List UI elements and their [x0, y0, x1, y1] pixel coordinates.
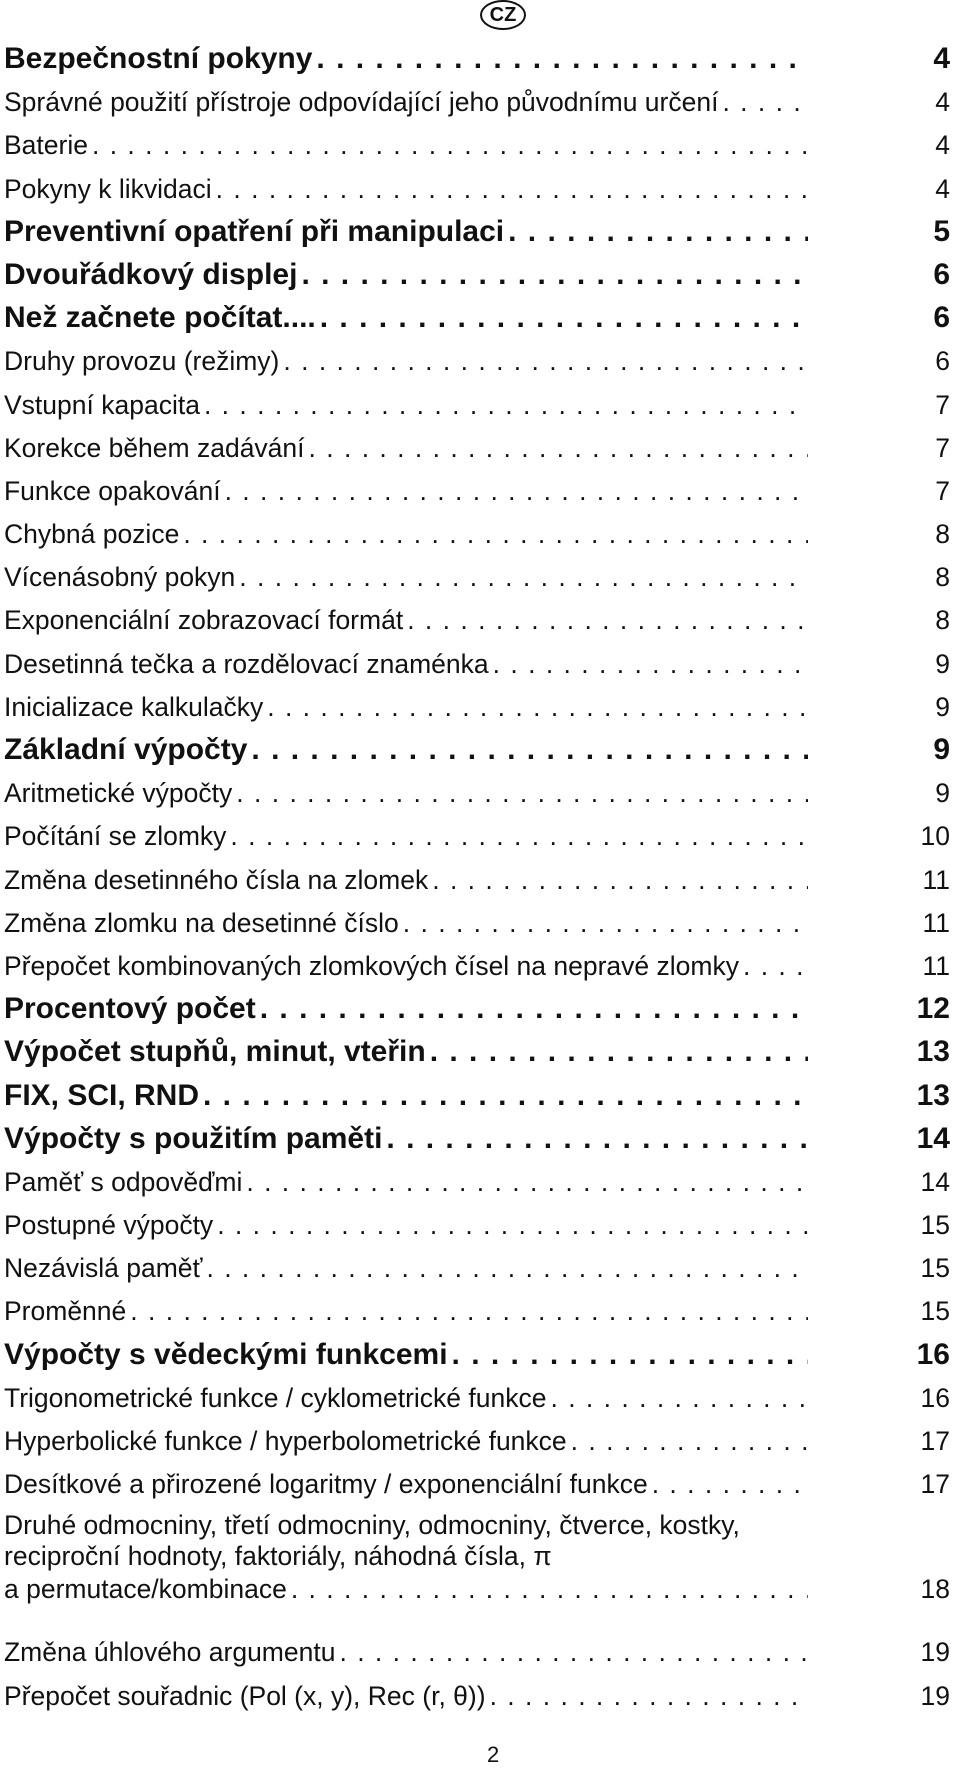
- toc-entry-label: Počítání se zlomky: [4, 821, 227, 852]
- toc-entry-page: 10: [920, 821, 950, 852]
- toc-entry-page: 14: [920, 1166, 950, 1197]
- dot-leader: [179, 517, 808, 551]
- toc-entry-page: 9: [933, 733, 950, 766]
- toc-entry-page: 17: [920, 1469, 950, 1500]
- toc-entry-page: 4: [935, 130, 950, 161]
- dot-leader: [335, 1635, 808, 1669]
- toc-entry-label: Funkce opakování: [4, 475, 221, 506]
- toc-entry-label: Aritmetické výpočty: [4, 778, 233, 809]
- toc-entry-label: Změna úhlového argumentu: [4, 1637, 336, 1668]
- toc-entry-page: 4: [935, 87, 950, 118]
- toc-entry-page: 9: [935, 691, 950, 722]
- dot-leader: [426, 1035, 808, 1069]
- toc-entry[interactable]: [4, 172, 950, 215]
- dot-leader: [88, 128, 808, 162]
- dot-leader: [546, 1381, 808, 1415]
- toc-entry-page: 4: [935, 173, 950, 204]
- toc-entry[interactable]: [4, 560, 950, 603]
- toc-entry[interactable]: [4, 690, 950, 733]
- toc-entry-page: 16: [916, 1337, 950, 1371]
- toc-entry[interactable]: [4, 1338, 950, 1381]
- dot-leader: [399, 906, 808, 940]
- toc-entry[interactable]: [4, 1035, 950, 1078]
- dot-leader: [199, 1079, 808, 1113]
- dot-leader: [648, 1467, 808, 1501]
- dot-leader: [403, 603, 808, 637]
- language-badge: CZ: [480, 0, 526, 30]
- toc-entry[interactable]: [4, 128, 950, 171]
- dot-leader: [486, 1679, 808, 1713]
- toc-entry-label: Proměnné: [4, 1296, 127, 1327]
- toc-entry-label: Výpočet stupňů, minut, vteřin: [4, 1035, 426, 1069]
- toc-entry-page: 11: [922, 864, 950, 895]
- toc-entry-page: 15: [920, 1253, 950, 1284]
- dot-leader: [226, 819, 808, 853]
- toc-entry-page: 7: [935, 389, 950, 420]
- toc-entry-label: Procentový počet: [4, 992, 256, 1026]
- toc-entry-label: Nezávislá paměť: [4, 1253, 203, 1284]
- toc-entry-page: 6: [933, 257, 950, 291]
- toc-entry-page: 11: [922, 907, 950, 938]
- toc-entry[interactable]: [4, 1679, 950, 1722]
- dot-leader: [263, 690, 808, 724]
- toc-entry-label: Postupné výpočty: [4, 1210, 214, 1241]
- toc-entry-page: 5: [933, 214, 950, 248]
- dot-leader: [247, 733, 808, 767]
- toc-entry-label: Vstupní kapacita: [4, 389, 200, 420]
- dot-leader: [428, 863, 808, 897]
- dot-leader: [242, 1165, 808, 1199]
- toc-entry[interactable]: [4, 906, 950, 949]
- toc-entry-page: 18: [920, 1574, 950, 1605]
- toc-entry[interactable]: [4, 1424, 950, 1467]
- toc-entry-label: Správné použití přístroje odpovídající jeho původnímu určení: [4, 87, 719, 118]
- dot-leader: [221, 474, 808, 508]
- toc-entry-page: 7: [935, 432, 950, 463]
- dot-leader: [489, 647, 808, 681]
- toc-entry[interactable]: [4, 85, 950, 128]
- dot-leader: [287, 1572, 808, 1606]
- dot-leader: [232, 776, 808, 810]
- dot-leader: [202, 1251, 808, 1285]
- toc-entry-page: 16: [920, 1382, 950, 1413]
- toc-entry-label: Trigonometrické funkce / cyklometrické funkce: [4, 1382, 547, 1413]
- toc-entry[interactable]: [4, 1122, 950, 1165]
- toc-entry[interactable]: [4, 1165, 950, 1208]
- toc-entry-label: Změna zlomku na desetinné číslo: [4, 907, 399, 938]
- toc-entry[interactable]: [4, 863, 950, 906]
- toc-entry-label: Než začnete počítat....: [4, 301, 316, 335]
- toc-entry-page: 7: [935, 475, 950, 506]
- toc-entry-label: Přepočet souřadnic (Pol (x, y), Rec (r, θ)): [4, 1680, 486, 1711]
- toc-entry-label: Výpočty s použitím paměti: [4, 1121, 383, 1155]
- toc-entry-label: Korekce během zadávání: [4, 432, 305, 463]
- toc-entry-label: Chybná pozice: [4, 519, 180, 550]
- toc-entry-page: 11: [922, 950, 950, 981]
- toc-entry-page: 17: [920, 1426, 950, 1456]
- toc-entry[interactable]: [4, 431, 950, 474]
- toc-entry-page: 8: [935, 562, 950, 593]
- toc-entry[interactable]: [4, 1208, 950, 1251]
- dot-leader: [235, 560, 808, 594]
- toc-entry[interactable]: [4, 517, 950, 560]
- toc-entry[interactable]: [4, 647, 950, 690]
- toc-entry[interactable]: [4, 1467, 950, 1510]
- toc-entry-label: FIX, SCI, RND: [4, 1078, 200, 1112]
- toc-entry[interactable]: [4, 949, 950, 992]
- toc-entry-page: 4: [933, 42, 950, 75]
- toc-entry[interactable]: [4, 1294, 950, 1337]
- toc-entry-label: Pokyny k likvidaci: [4, 173, 212, 204]
- toc-entry-page: 6: [933, 301, 950, 335]
- toc-entry[interactable]: [4, 301, 950, 344]
- dot-leader: [297, 258, 808, 292]
- toc-entry-label: Bezpečnostní pokyny: [4, 42, 313, 75]
- toc-entry-label: Vícenásobný pokyn: [4, 562, 236, 593]
- toc-entry-page: 13: [916, 1078, 950, 1112]
- toc-entry-label: Preventivní opatření při manipulaci: [4, 214, 505, 248]
- dot-leader: [316, 301, 808, 335]
- toc-entry-label: Desítkové a přirozené logaritmy / exponenciální funkce: [4, 1469, 648, 1500]
- dot-leader: [256, 992, 808, 1026]
- toc-entry[interactable]: [4, 992, 950, 1035]
- dot-leader: [279, 344, 808, 378]
- table-of-contents: [4, 42, 950, 1722]
- toc-entry-page: 8: [935, 605, 950, 636]
- toc-entry-label: Desetinná tečka a rozdělovací znaménka: [4, 648, 489, 679]
- toc-entry-label-line: reciproční hodnoty, faktoriály, náhodná čísla, π: [4, 1541, 552, 1572]
- toc-entry-page: 14: [916, 1121, 950, 1155]
- toc-entry-label: Baterie: [4, 130, 88, 161]
- toc-entry[interactable]: [4, 1381, 950, 1424]
- toc-entry-page: 15: [920, 1210, 950, 1241]
- toc-entry-page: 19: [920, 1637, 950, 1668]
- toc-entry-page: 19: [920, 1680, 950, 1711]
- toc-entry[interactable]: [4, 388, 950, 431]
- toc-entry[interactable]: [4, 344, 950, 387]
- dot-leader: [567, 1424, 808, 1458]
- dot-leader: [212, 172, 808, 206]
- toc-entry[interactable]: [4, 258, 950, 301]
- dot-leader: [305, 431, 808, 465]
- dot-leader: [739, 949, 808, 983]
- dot-leader: [126, 1294, 808, 1328]
- dot-leader: [312, 42, 808, 76]
- toc-entry-label: Druhy provozu (režimy): [4, 346, 280, 377]
- dot-leader: [718, 85, 808, 119]
- page-number: 2: [487, 1742, 500, 1767]
- toc-entry-page: 13: [916, 1035, 950, 1069]
- toc-entry[interactable]: [4, 1510, 950, 1635]
- toc-entry-label: a permutace/kombinace: [4, 1574, 287, 1605]
- toc-entry[interactable]: [4, 1635, 950, 1678]
- toc-entry-label: Změna desetinného čísla na zlomek: [4, 864, 429, 895]
- toc-entry[interactable]: [4, 215, 950, 258]
- toc-entry-label: Dvouřádkový displej: [4, 257, 298, 291]
- toc-entry[interactable]: [4, 603, 950, 646]
- dot-leader: [448, 1338, 808, 1372]
- toc-entry[interactable]: [4, 1251, 950, 1294]
- toc-entry-page: 8: [935, 519, 950, 550]
- toc-entry-page: 6: [935, 346, 950, 377]
- toc-entry[interactable]: [4, 819, 950, 862]
- dot-leader: [200, 388, 808, 422]
- toc-entry[interactable]: [4, 42, 950, 85]
- dot-leader: [382, 1122, 808, 1156]
- toc-entry-label: Inicializace kalkulačky: [4, 691, 264, 722]
- toc-entry-label: Základní výpočty: [4, 733, 248, 766]
- toc-entry-page: 9: [935, 648, 950, 679]
- toc-entry-label: Exponenciální zobrazovací formát: [4, 605, 404, 636]
- toc-entry-label: Paměť s odpověďmi: [4, 1166, 243, 1197]
- toc-entry-page: 9: [935, 778, 950, 809]
- toc-entry-label: Výpočty s vědeckými funkcemi: [4, 1337, 448, 1371]
- toc-entry-page: 15: [920, 1296, 950, 1327]
- toc-entry-label-line: Druhé odmocniny, třetí odmocniny, odmocniny, čtverce, kostky,: [4, 1510, 740, 1541]
- toc-entry[interactable]: [4, 474, 950, 517]
- toc-entry[interactable]: [4, 776, 950, 819]
- dot-leader: [504, 215, 808, 249]
- toc-entry[interactable]: [4, 1079, 950, 1122]
- toc-entry-label: Přepočet kombinovaných zlomkových čísel na nepravé zlomky: [4, 950, 739, 981]
- dot-leader: [213, 1208, 808, 1242]
- toc-entry-page: 12: [916, 992, 950, 1026]
- toc-entry[interactable]: [4, 733, 950, 776]
- toc-entry-label: Hyperbolické funkce / hyperbolometrické funkce: [4, 1426, 567, 1456]
